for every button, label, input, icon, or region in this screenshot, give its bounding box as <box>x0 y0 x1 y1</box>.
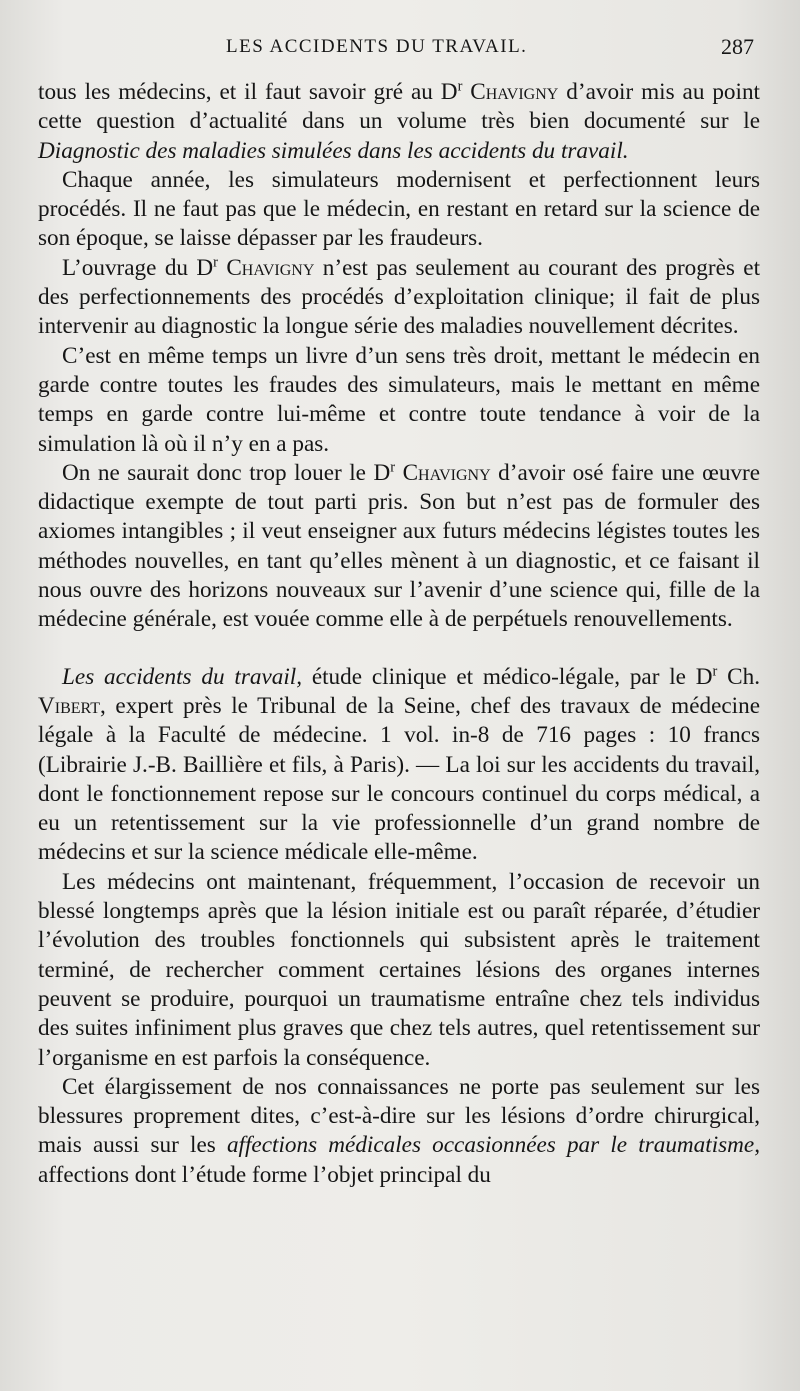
paragraph-elargissement: Cet élargissement de nos connaissances ne porte pas seulement sur les blessures proprement dites, c’est-à-dire sur les lésions d’ordre chirurgical, mais aussi sur les affections médicales occasionnées par le traumatisme, affections dont l’étude forme l’objet principal du <box>38 1073 760 1188</box>
paragraph-simulateurs: Chaque année, les simulateurs modernisent et perfectionnent leurs procédés. Il ne faut pas que le médecin, en restant en retard sur la science de son époque, se laisse dépasser par les fraudeurs. <box>38 166 760 252</box>
emphasis-affections: affections médicales occasionnées par le traumatisme, <box>226 1132 760 1159</box>
paragraph-vibert-review: Les accidents du travail, étude clinique et médico-légale, par le $D^r$ Ch. Vibert, expert près le Tribunal de la Seine, chef des travaux de médecine légale à la Faculté de médecine. 1 vol. in-8 de 716 pages : 10 francs (Librairie J.-B. Baillière et fils, à Paris). — La loi sur les accidents du travail, dont le fonctionnement repose sur le concours continuel du corps médical, a eu un retentissement sur la vie professionnelle d’un grand nombre de médecins et sur la science médicale elle-même. <box>38 662 760 866</box>
paragraph-livre-droit: C’est en même temps un livre d’un sens très droit, mettant le médecin en garde contre toutes les fraudes des simulateurs, mais le mettant en même temps en garde contre lui-même et contre toute tendance à voir de la simulation là où il n’y en a pas. <box>38 342 760 457</box>
paragraph-louer: On ne saurait donc trop louer le $D^r$ Chavigny d’avoir osé faire une œuvre didactique exempte de tout parti pris. Son but n’est pas de formuler des axiomes intangibles ; il veut enseigner aux futurs médecins légistes toutes les méthodes nouvelles, en tant qu’elles mènent à un diagnostic, et ce faisant il nous ouvre des horizons nouveaux sur l’avenir d’une science qui, fille de la médecine générale, est vouée comme elle à de perpétuels renouvellements. <box>38 459 761 633</box>
book-title: Les accidents du travail, <box>62 663 303 690</box>
author-name: Chavigny <box>226 254 315 281</box>
paragraph-chavigny-intro: tous les médecins, et il faut savoir gré au $D^r$ Chavigny d’avoir mis au point cette question d’actualité dans un volume très bien documenté sur le Diagnostic des maladies simulées dans les accidents du travail. <box>38 78 761 164</box>
book-title: Diagnostic des maladies simulées dans les accidents du travail. <box>38 137 629 164</box>
running-title: LES ACCIDENTS DU TRAVAIL. <box>226 36 528 57</box>
paragraph-ouvrage: L’ouvrage du $D^r$ Chavigny n’est pas seulement au courant des progrès et des perfectionnements des procédés d’exploitation clinique; il fait de plus intervenir au diagnostic la longue série des maladies nouvellement décrites. <box>38 254 761 340</box>
author-name: Vibert <box>38 692 101 719</box>
author-name: Chavigny <box>402 459 491 486</box>
page-body <box>38 78 760 1190</box>
paragraph-medecins: Les médecins ont maintenant, fréquemment, l’occasion de recevoir un blessé longtemps après que la lésion initiale est ou paraît réparée, d’étudier l’évolution des troubles fonctionnels qui subsistent après le traitement terminé, de rechercher comment certaines lésions des organes internes peuvent se produire, pourquoi un traumatisme entraîne chez tels individus des suites infiniment plus graves que chez tels autres, quel retentissement sur l’organisme en est parfois la conséquence. <box>38 868 760 1071</box>
section-gap <box>38 635 760 663</box>
page-number: 287 <box>721 34 754 59</box>
page-header <box>40 34 754 62</box>
author-name: Chavigny <box>470 79 559 105</box>
